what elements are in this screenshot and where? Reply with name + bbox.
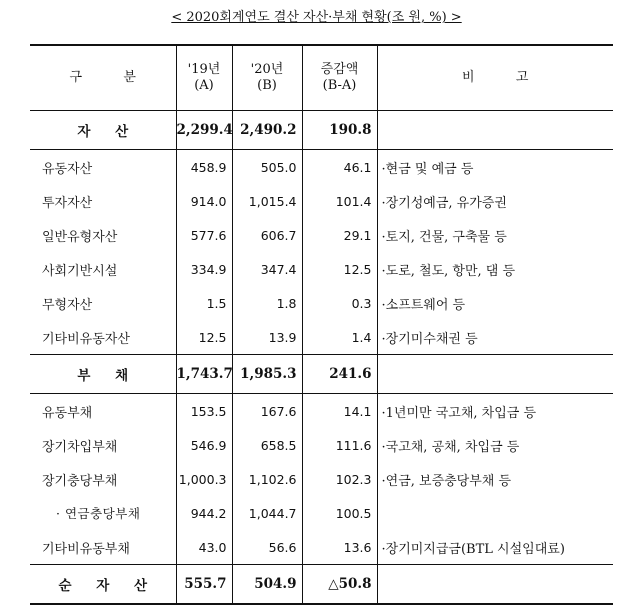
item-y20: 606.7 xyxy=(232,218,302,252)
item-y20: 505.0 xyxy=(232,150,302,185)
item-label: 기타비유동부채 xyxy=(42,541,130,557)
table-title: < 2020회계연도 결산 자산·부채 현황(조 원, %) > xyxy=(171,10,462,25)
net-assets-y20: 504.9 xyxy=(232,565,302,605)
asset-items xyxy=(30,150,613,355)
item-y20: 1,102.6 xyxy=(232,462,302,496)
header-diff: 증감액 (B-A) xyxy=(302,45,377,111)
header-remarks: 비 고 xyxy=(377,45,613,111)
item-diff: 101.4 xyxy=(302,184,377,218)
net-assets-y19: 555.7 xyxy=(176,565,232,605)
item-diff: 111.6 xyxy=(302,428,377,462)
item-y19: 153.5 xyxy=(176,394,232,429)
item-y20: 658.5 xyxy=(232,428,302,462)
item-diff: 29.1 xyxy=(302,218,377,252)
item-diff: 13.6 xyxy=(302,530,377,565)
item-label: 무형자산 xyxy=(42,297,93,313)
item-note: ·연금, 보증충당부채 등 xyxy=(377,462,613,496)
assets-label: 자 산 xyxy=(30,111,176,150)
item-y19: 12.5 xyxy=(176,320,232,355)
table-row xyxy=(30,184,613,218)
item-diff: 102.3 xyxy=(302,462,377,496)
header-category: 구 분 xyxy=(30,45,176,111)
liabilities-total-row xyxy=(30,355,613,394)
header-2019: '19년 (A) xyxy=(176,45,232,111)
table-row xyxy=(30,394,613,429)
item-label: 유동자산 xyxy=(42,161,93,177)
table-row xyxy=(30,462,613,496)
item-note: ·장기미지급금(BTL 시설임대료) xyxy=(377,530,613,565)
net-assets-label: 순 자 산 xyxy=(30,565,176,605)
assets-y19: 2,299.4 xyxy=(176,111,232,150)
item-diff: 1.4 xyxy=(302,320,377,355)
item-label: 투자자산 xyxy=(42,195,93,211)
item-note: ·소프트웨어 등 xyxy=(377,286,613,320)
item-label: 장기충당부채 xyxy=(42,473,118,489)
item-label: 사회기반시설 xyxy=(42,263,118,279)
net-assets-note xyxy=(377,565,613,605)
liabilities-y20: 1,985.3 xyxy=(232,355,302,394)
item-y20: 167.6 xyxy=(232,394,302,429)
item-diff: 100.5 xyxy=(302,496,377,530)
item-diff: 14.1 xyxy=(302,394,377,429)
item-label: · 연금충당부채 xyxy=(56,506,141,521)
item-y20: 1.8 xyxy=(232,286,302,320)
table-row xyxy=(30,218,613,252)
liability-items xyxy=(30,394,613,565)
table-row xyxy=(30,286,613,320)
item-label: 기타비유동자산 xyxy=(42,331,130,347)
item-y19: 1,000.3 xyxy=(176,462,232,496)
header-row xyxy=(30,45,613,111)
assets-note xyxy=(377,111,613,150)
liabilities-diff: 241.6 xyxy=(302,355,377,394)
item-y19: 577.6 xyxy=(176,218,232,252)
item-note: ·토지, 건물, 구축물 등 xyxy=(377,218,613,252)
item-label: 장기차입부채 xyxy=(42,439,118,455)
item-note xyxy=(377,496,613,530)
net-assets-diff: △50.8 xyxy=(302,565,377,605)
item-y20: 13.9 xyxy=(232,320,302,355)
item-y19: 334.9 xyxy=(176,252,232,286)
balance-table xyxy=(30,44,613,605)
liabilities-y19: 1,743.7 xyxy=(176,355,232,394)
header-2020: '20년 (B) xyxy=(232,45,302,111)
item-y19: 43.0 xyxy=(176,530,232,565)
assets-total-row xyxy=(30,111,613,150)
item-note: ·현금 및 예금 등 xyxy=(377,150,613,185)
item-note: ·국고채, 공채, 차입금 등 xyxy=(377,428,613,462)
item-note: ·장기미수채권 등 xyxy=(377,320,613,355)
item-y20: 1,044.7 xyxy=(232,496,302,530)
item-y20: 56.6 xyxy=(232,530,302,565)
item-label: 유동부채 xyxy=(42,405,93,421)
table-row xyxy=(30,252,613,286)
table-row xyxy=(30,496,613,530)
item-y19: 944.2 xyxy=(176,496,232,530)
item-note: ·도로, 철도, 항만, 댐 등 xyxy=(377,252,613,286)
item-label: 일반유형자산 xyxy=(42,229,118,245)
item-note: ·1년미만 국고채, 차입금 등 xyxy=(377,394,613,429)
item-y19: 1.5 xyxy=(176,286,232,320)
item-diff: 46.1 xyxy=(302,150,377,185)
liabilities-label: 부 채 xyxy=(30,355,176,394)
item-y19: 546.9 xyxy=(176,428,232,462)
item-diff: 12.5 xyxy=(302,252,377,286)
item-y19: 914.0 xyxy=(176,184,232,218)
table-row xyxy=(30,320,613,355)
assets-diff: 190.8 xyxy=(302,111,377,150)
table-row xyxy=(30,428,613,462)
item-note: ·장기성예금, 유가증권 xyxy=(377,184,613,218)
item-diff: 0.3 xyxy=(302,286,377,320)
liabilities-note xyxy=(377,355,613,394)
item-y20: 1,015.4 xyxy=(232,184,302,218)
net-assets-row xyxy=(30,565,613,605)
item-y19: 458.9 xyxy=(176,150,232,185)
assets-y20: 2,490.2 xyxy=(232,111,302,150)
table-row xyxy=(30,150,613,185)
table-row xyxy=(30,530,613,565)
item-y20: 347.4 xyxy=(232,252,302,286)
